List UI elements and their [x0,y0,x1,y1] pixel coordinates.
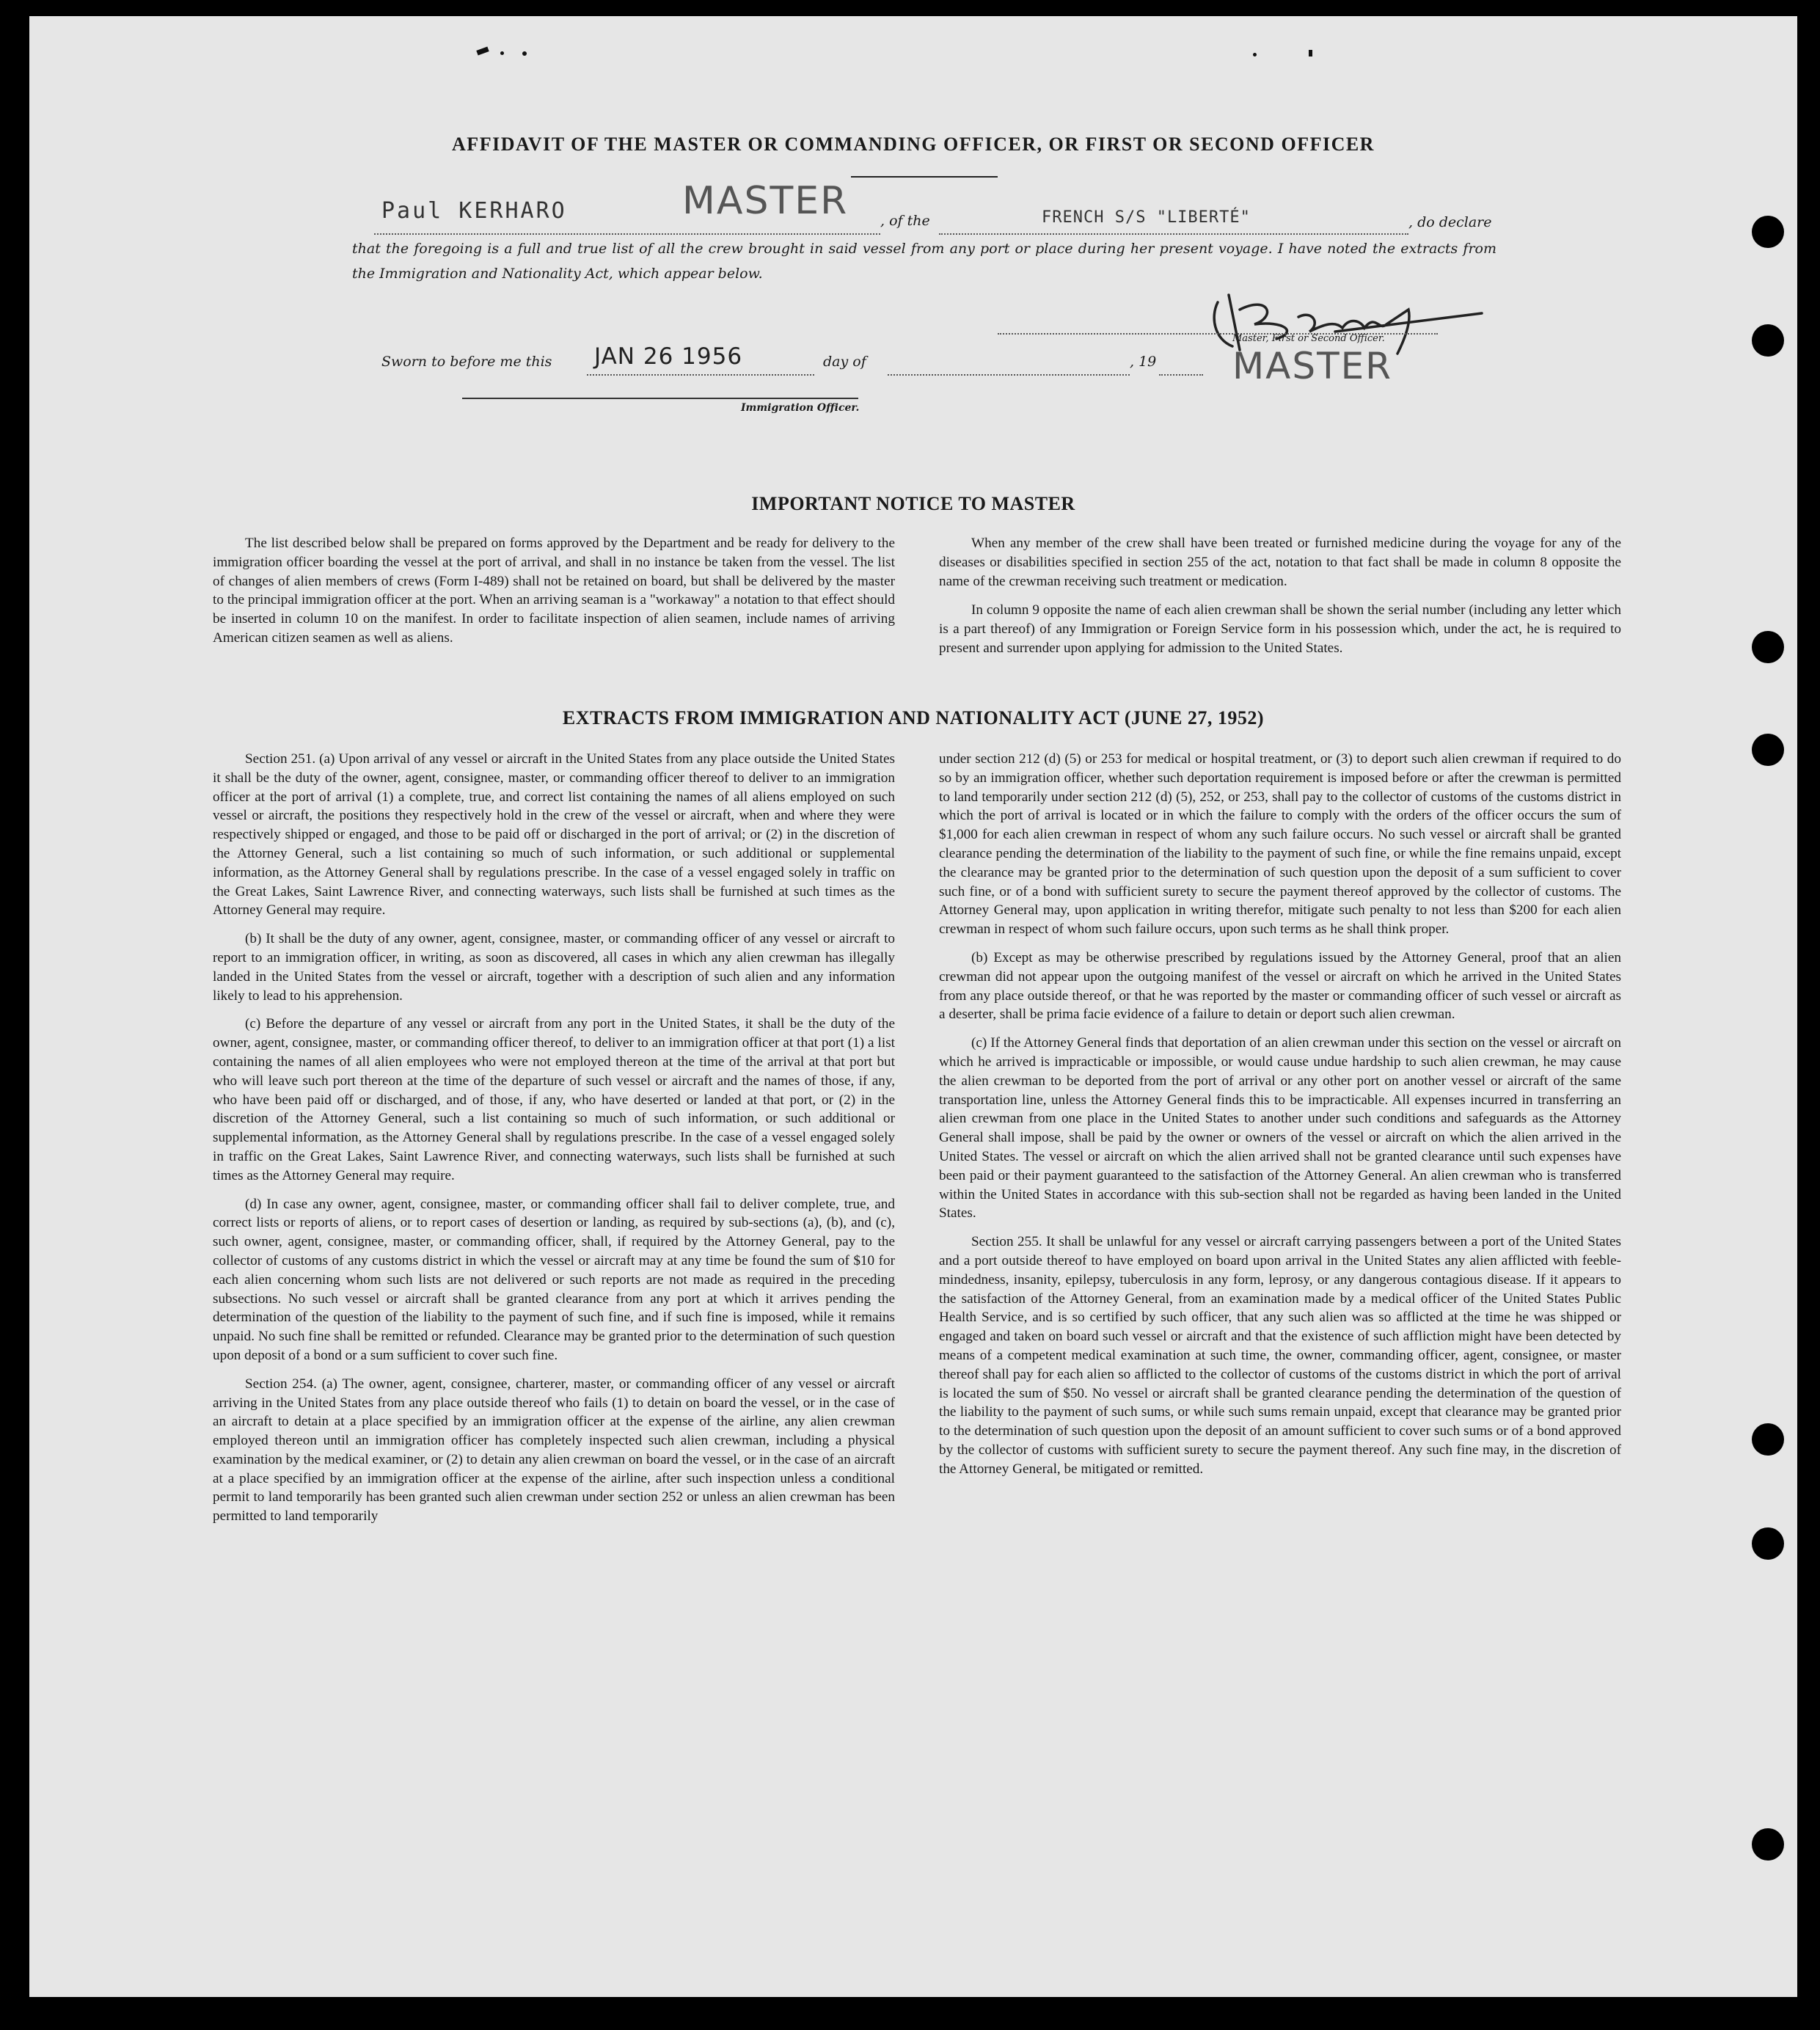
statute-paragraph: (b) It shall be the duty of any owner, agent, consignee, master, or commanding officer of any vessel or aircraft to report to an immigration officer, in writing, as soon as discovered, all cases in which any alien crewman has illegally landed in the United States from the vessel or aircraft, together with a description of such alien and any information likely to lead to his apprehension. [213,931,895,1004]
declaration-text: that the foregoing is a full and true list of all the crew brought in said vessel from any port or place during her present voyage. I have noted the extracts from the Immigration and Nationality Act, which appear below. [352,241,1496,282]
vessel-line [939,233,1408,235]
notice-paragraph: In column 9 opposite the name of each alien crewman shall be shown the serial number (including any letter which is a part thereof) of any Immigration or Foreign Service form in his possession which, under the act, he is required to present and surrender upon applying for admission to the United States. [939,602,1621,656]
scan-mark [476,46,489,55]
officer-caption: Immigration Officer. [741,402,860,414]
punch-hole [1752,324,1784,357]
punch-hole [1752,631,1784,663]
vessel-name-stamp: FRENCH S/S "LIBERTÉ" [1042,208,1251,227]
year-label: , 19 [1130,354,1157,370]
master-name-stamp: Paul KERHARO [381,198,567,224]
notice-title: IMPORTANT NOTICE TO MASTER [751,493,1075,514]
year-line [1159,374,1203,376]
signature-rank-stamp: MASTER [1232,345,1392,387]
punch-hole [1752,734,1784,766]
scan-mark [522,51,527,56]
statute-paragraph: (c) If the Attorney General finds that deportation of an alien crewman under this section on the vessel or aircraft on which he arrived is impracticable or impossible, or would cause undue hardship to such alien crewman, he may cause the alien crewman to be deported from the port of arrival or any other port on another vessel or aircraft of the same transportation line, unless the Attorney General finds this to be impracticable. All expenses incurred in transferring an alien crewman from one place in the United States to another under such conditions and safeguards as the Attorney General shall impose, shall be paid by the owner or owners of the vessel or aircraft on which the alien arrived in the United States. The vessel or aircraft on which the alien arrived shall not be granted clearance until such expenses have been paid or their payment guaranteed to the satisfaction of the Attorney General. An alien crewman who is transferred within the United States in accordance with this sub-section shall not be regarded as having been landed in the United States. [939,1035,1621,1222]
affidavit-title: AFFIDAVIT OF THE MASTER OR COMMANDING OFFICER, OR FIRST OR SECOND OFFICER [452,134,1375,155]
document-page [29,16,1797,1997]
extracts-right-column [939,750,1621,1488]
statute-paragraph: (c) Before the departure of any vessel or aircraft from any port in the United States, it shall be the duty of the owner, agent, consignee, master, or commanding officer thereof, to deliver to an immigration officer at that port (1) a list containing the names of all alien employees who were not employed thereon at the time of the arrival at that port but who will leave such port thereon at the time of the departure of such vessel or aircraft and the names of those, if any, who have been paid off or discharged, and of those, if any, who have deserted or landed at that port, or (2) in the discretion of the Attorney General, such a list containing so much of such information, or such additional or supplemental information, as the Attorney General shall by regulations prescribe. In the case of a vessel engaged solely in traffic on the Great Lakes, Saint Lawrence River, and connecting waterways, such lists shall be furnished at such times as the Attorney General may require. [213,1016,895,1183]
notice-paragraph: The list described below shall be prepared on forms approved by the Department and be ready for delivery to the immigration officer boarding the vessel at the port of arrival, and shall in no instance be taken from the vessel. The list of changes of alien members of crews (Form I-489) shall not be retained on board, but shall be delivered by the master to the principal immigration officer at the port. When an arriving seaman is a "workaway" a notation to that effect should be inserted in column 10 on the manifest. In order to facilitate inspection of alien seamen, include names of arriving American citizen seamen as well as aliens. [213,536,895,646]
sworn-date-line [587,374,814,376]
punch-hole [1752,216,1784,248]
officer-signature-line [462,398,858,399]
scan-mark [1309,50,1312,56]
punch-hole [1752,1527,1784,1560]
sworn-date-stamp: JAN 26 1956 [594,343,743,370]
sworn-label: Sworn to before me this [381,354,552,370]
extracts-title: EXTRACTS FROM IMMIGRATION AND NATIONALITY ACT (JUNE 27, 1952) [562,707,1265,729]
notice-paragraph: When any member of the crew shall have been treated or furnished medicine during the voyage for any of the diseases or disabilities specified in section 255 of the act, notation to that fact shall be made in column 8 opposite the name of the crewman receiving such treatment or medication. [939,536,1621,589]
extracts-left-column [213,750,895,1536]
rank-stamp: MASTER [682,179,849,223]
notice-left-column [213,534,895,658]
statute-paragraph: Section 254. (a) The owner, agent, consignee, charterer, master, or commanding officer of any vessel or aircraft arriving in the United States from any place outside thereof who fails (1) to detain on board the vessel, or in the case of an aircraft to detain at a place specified by an immigration officer at the expense of the airline, any alien crewman employed thereon until an immigration officer has completely inspected such alien crewman, including a physical examination by the medical examiner, or (2) to detain any alien crewman on board the vessel, or in the case of an aircraft at a place specified by an immigration officer at the expense of the airline, after such inspection unless a conditional permit to land temporarily has been granted such alien crewman under section 252 or unless an alien crewman has been permitted to land temporarily [213,1376,895,1525]
name-line [374,233,880,235]
punch-hole [1752,1423,1784,1456]
statute-paragraph: (b) Except as may be otherwise prescribed by regulations issued by the Attorney General, proof that an alien crewman did not appear upon the outgoing manifest of the vessel or aircraft on which he arrived in the United States from any place outside thereof, or that he was reported by the master or commanding officer of such vessel or aircraft as a deserter, shall be prima facie evidence of a failure to detain or deport such alien crewman. [939,949,1621,1023]
statute-paragraph: Section 251. (a) Upon arrival of any vessel or aircraft in the United States from any place outside the United States it shall be the duty of the owner, agent, consignee, master, or commanding officer thereof to deliver to an immigration officer at the port of arrival (1) a complete, true, and correct list containing the names of all aliens employed on such vessel or aircraft, the positions they respectively hold in the crew of the vessel or aircraft, when and where they were respectively shipped or engaged, and those to be paid off or discharged in the port of arrival; or (2) in the discretion of the Attorney General, such a list containing so much of such information, or such additional or supplemental information, as the Attorney General shall by regulations prescribe. In the case of a vessel engaged solely in traffic on the Great Lakes, Saint Lawrence River, and connecting waterways, such lists shall be furnished at such times as the Attorney General may require. [213,751,895,919]
statute-paragraph: under section 212 (d) (5) or 253 for medical or hospital treatment, or (3) to deport such alien crewman if required to do so by an immigration officer, whether such deportation requirement is imposed before or after the crewman is permitted to land temporarily under section 212 (d) (5), 252, or 253, shall pay to the collector of customs of the customs district in which the port of arrival is located or in which the failure to comply with the orders of the officer occurs the sum of $1,000 for each alien crewman in respect of whom any such failure occurs. No such vessel or aircraft shall be granted clearance pending the determination of the liability to the payment of such fine, or while the fine remains unpaid, except the clearance may be granted prior to the determination of such question upon the deposit of a sum sufficient to cover such fine, or of a bond with sufficient surety to secure the payment thereof approved by the collector of customs. The Attorney General may, upon application in writing therefor, mitigate such penalty to not less than $200 for each alien crewman in respect of whom such failure occurs, upon such terms as he shall think proper. [939,751,1621,938]
scan-mark [1253,53,1257,56]
month-line [888,374,1130,376]
statute-paragraph: (d) In case any owner, agent, consignee, master, or commanding officer shall fail to deliver complete, true, and correct lists or reports of aliens, or to report cases of desertion or landing, as required by sub-sections (a), (b), and (c), such owner, agent, consignee, master, or commanding officer, shall, if required by the Attorney General, pay to the collector of customs of any customs district in which the vessel or aircraft may at any time be found the sum of $10 for each alien concerning whom such lists are not delivered or such reports are not made as required in the preceding subsections. No such vessel or aircraft shall be granted clearance from any port at which it arrives pending the determination of the question of the liability to the payment of such fine, and if such fine is imposed, while it remains unpaid. No such fine shall be remitted or refunded. Clearance may be granted prior to the determination of such question upon deposit of a bond or a sum sufficient to cover such fine. [213,1196,895,1363]
of-the-label: , of the [880,213,930,229]
signature-caption: Master, First or Second Officer. [1232,333,1385,344]
title-rule [851,176,998,178]
day-of-label: day of [823,354,866,370]
statute-paragraph: Section 255. It shall be unlawful for any vessel or aircraft carrying passengers between a port of the United States and a port outside thereof to have employed on board upon arrival in the United States any alien afflicted with feeble-mindedness, insanity, epilepsy, tuberculosis in any form, leprosy, or any dangerous contagious disease. If it appears to the satisfaction of the Attorney General, from an examination made by a medical officer of the United States Public Health Service, and is so certified by such officer, that any such alien was so afflicted at the time he was shipped or engaged and taken on board such vessel or aircraft and that the existence of such affliction might have been detected by means of a competent medical examination at such time, the owner, commanding officer, agent, consignee, or master thereof shall pay for each alien so afflicted to the collector of customs of the customs district in which the port of arrival is located the sum of $50. No vessel or aircraft shall be granted clearance pending the determination of the question of the liability to the payment of such sums, or while such sums remain unpaid, except that clearance may be granted prior to the determination of such question upon the deposit of an amount sufficient to cover such sums or of a bond approved by the collector of customs with sufficient surety to secure the payment thereof. Any such fine may, in the discretion of the Attorney General, be mitigated or remitted. [939,1234,1621,1477]
notice-right-column [939,534,1621,668]
do-declare-label: , do declare [1408,214,1492,230]
scan-mark [500,51,504,55]
punch-hole [1752,1828,1784,1861]
